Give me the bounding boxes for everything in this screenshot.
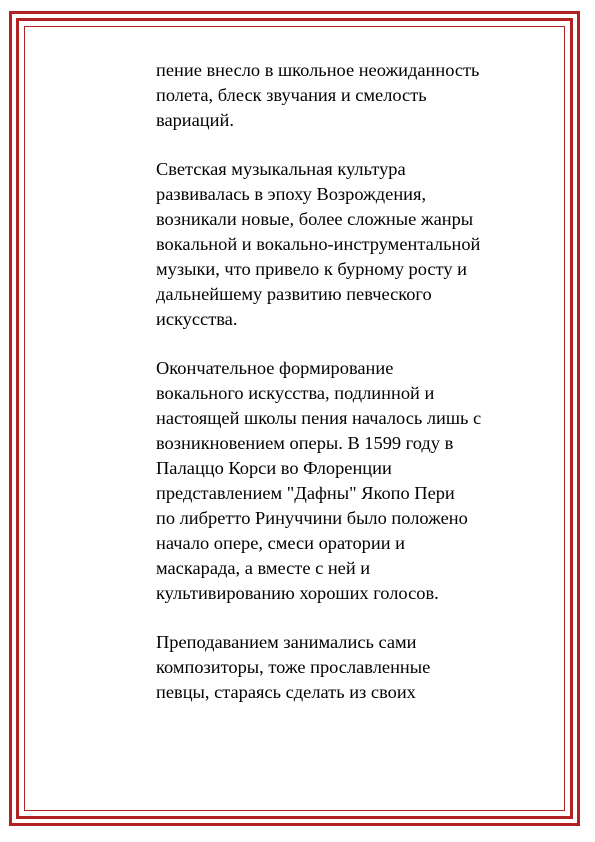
text-line: начало опере, смеси оратории и <box>156 533 405 553</box>
text-line: возникали новые, более сложные жанры <box>156 209 474 229</box>
text-line: полета, блеск звучания и смелость <box>156 85 427 105</box>
text-line: Светская музыкальная культура <box>156 159 406 179</box>
text-line: вариаций. <box>156 110 234 130</box>
text-line: вокальной и вокально-инструментальной <box>156 234 481 254</box>
text-line: по либретто Ринуччини было положено <box>156 508 468 528</box>
text-line: Палаццо Корси во Флоренции <box>156 458 392 478</box>
text-line: пение внесло в школьное неожиданность <box>156 60 480 80</box>
paragraph <box>156 630 516 705</box>
text-line: культивированию хороших голосов. <box>156 583 439 603</box>
text-line: развивалась в эпоху Возрождения, <box>156 184 427 204</box>
text-line: возникновением оперы. В 1599 году в <box>156 433 454 453</box>
text-line: маскарада, а вместе с ней и <box>156 558 371 578</box>
paragraph <box>156 58 516 133</box>
text-line: музыки, что привело к бурному росту и <box>156 259 467 279</box>
text-line: искусства. <box>156 309 238 329</box>
text-line: представлением "Дафны" Якопо Пери <box>156 483 455 503</box>
text-line: Окончательное формирование <box>156 358 394 378</box>
text-line: композиторы, тоже прославленные <box>156 657 431 677</box>
paragraph <box>156 356 516 606</box>
text-line: настоящей школы пения началось лишь с <box>156 408 482 428</box>
text-line: певцы, стараясь сделать из своих <box>156 682 416 702</box>
text-line: Преподаванием занимались сами <box>156 632 417 652</box>
document-body <box>156 58 516 729</box>
text-line: дальнейшему развитию певческого <box>156 284 432 304</box>
text-line: вокального искусства, подлинной и <box>156 383 435 403</box>
paragraph <box>156 157 516 332</box>
